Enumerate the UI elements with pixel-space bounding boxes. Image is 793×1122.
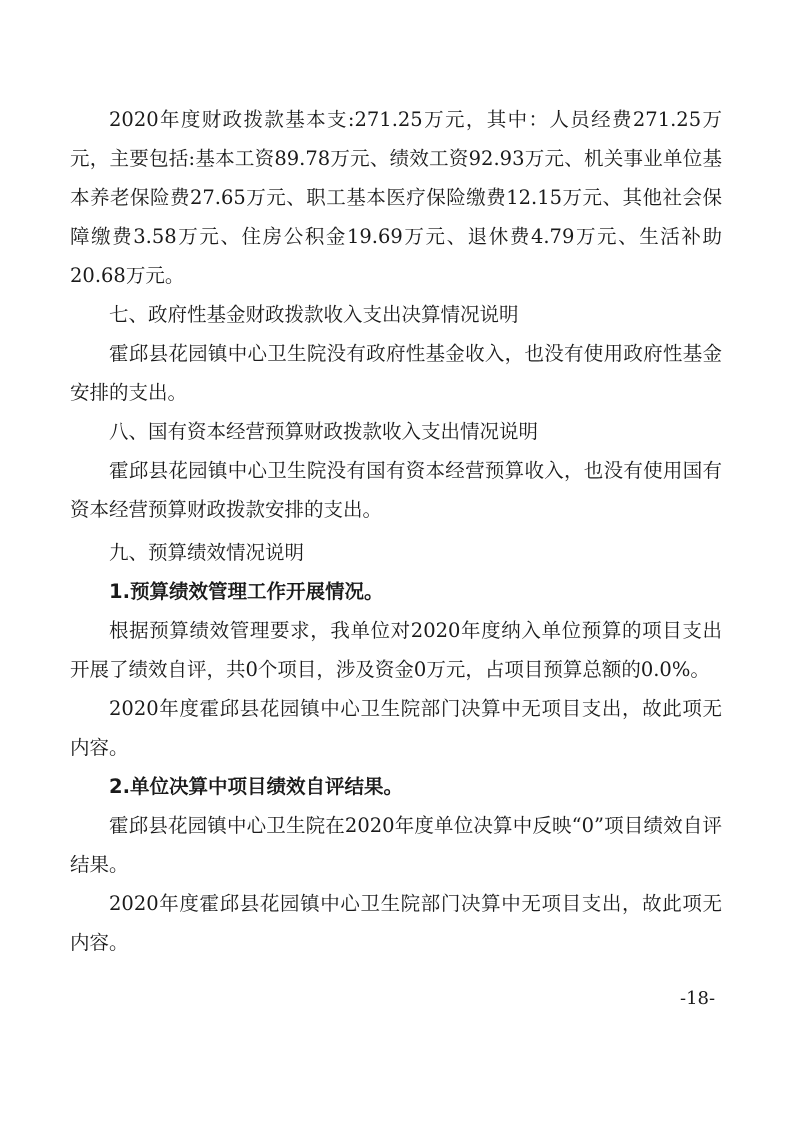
paragraph-no-project-expenditure-2: 2020年度霍邱县花园镇中心卫生院部门决算中无项目支出，故此项无内容。 (70, 892, 722, 954)
paragraph-basic-expenditure: 2020年度财政拨款基本支:271.25万元，其中：人员经费271.25万元，主要包括:基本工资89.78万元、绩效工资92.93万元、机关事业单位基本养老保险费27.65万元、职工基本医疗保险缴费12.15万元、其他社会保障缴费3.58万元、住房公积金19.69万元、退休费4.79万元、生活补助20.68万元。 (70, 108, 722, 287)
subheading-evaluation-results: 2.单位决算中项目绩效自评结果。 (109, 775, 403, 798)
subheading-performance-management: 1.预算绩效管理工作开展情况。 (109, 580, 384, 603)
paragraph-state-capital: 霍邱县花园镇中心卫生院没有国有资本经营预算收入，也没有使用国有资本经营预算财政拨款安排的支出。 (70, 459, 722, 521)
paragraph-performance-evaluation: 根据预算绩效管理要求，我单位对2020年度纳入单位预算的项目支出开展了绩效自评，共0个项目，涉及资金0万元，占项目预算总额的0.0%。 (70, 619, 722, 681)
document-body (70, 100, 722, 962)
paragraph-no-project-expenditure: 2020年度霍邱县花园镇中心卫生院部门决算中无项目支出，故此项无内容。 (70, 697, 722, 759)
paragraph-government-fund: 霍邱县花园镇中心卫生院没有政府性基金收入，也没有使用政府性基金安排的支出。 (70, 342, 722, 404)
section-heading-performance: 九、预算绩效情况说明 (109, 541, 305, 564)
paragraph-evaluation-results: 霍邱县花园镇中心卫生院在2020年度单位决算中反映“0”项目绩效自评结果。 (70, 814, 722, 876)
section-heading-government-fund: 七、政府性基金财政拨款收入支出决算情况说明 (109, 303, 519, 326)
page-number: -18- (680, 988, 716, 1009)
section-heading-state-capital: 八、国有资本经营预算财政拨款收入支出情况说明 (109, 420, 539, 443)
